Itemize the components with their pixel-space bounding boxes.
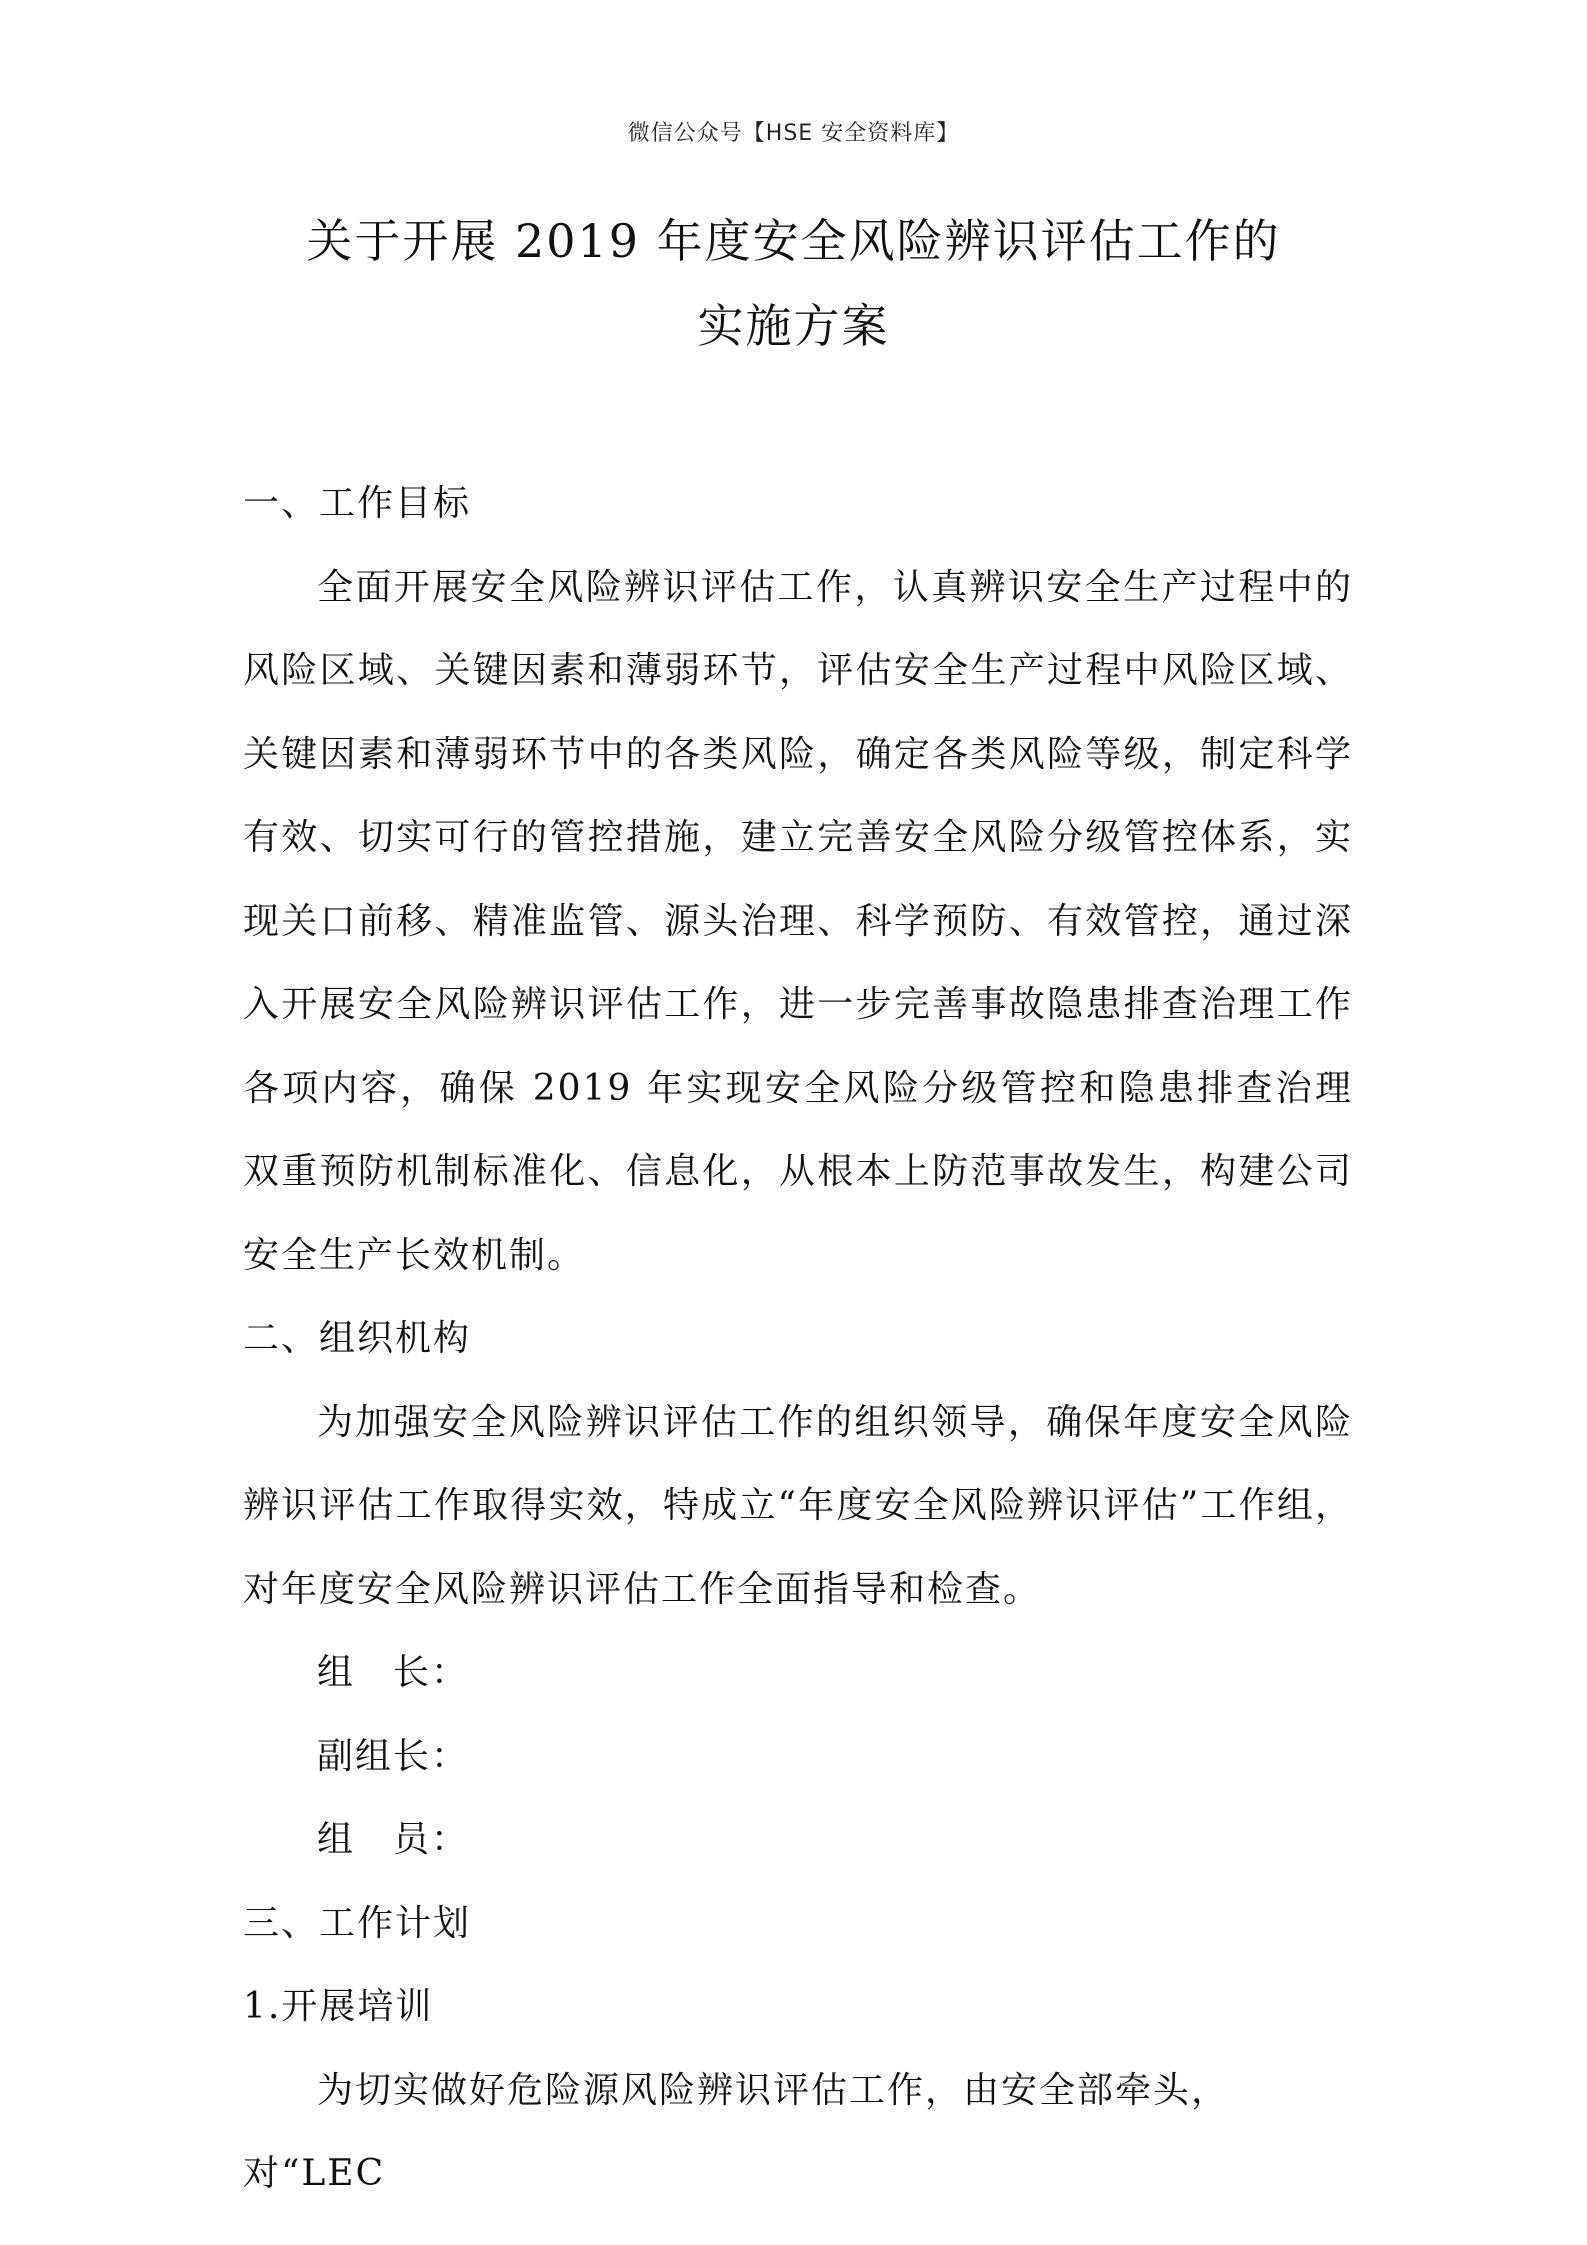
section-2-paragraph: 为加强安全风险辨识评估工作的组织领导，确保年度安全风险辨识评估工作取得实效，特成立“年度安全风险辨识评估”工作组，对年度安全风险辨识评估工作全面指导和检查。 xyxy=(243,1401,1353,1610)
section-2-heading: 二、组织机构 xyxy=(243,1318,472,1359)
role-group-leader: 组 长： xyxy=(317,1652,470,1693)
section-1-heading: 一、工作目标 xyxy=(243,483,472,524)
document-body xyxy=(243,462,1353,2216)
document-title-line-2: 实施方案 xyxy=(697,299,890,353)
wechat-source-note: 微信公众号【HSE 安全资料库】 xyxy=(627,121,960,146)
role-member: 组 员： xyxy=(317,1819,470,1860)
section-3-training-paragraph: 为切实做好危险源风险辨识评估工作，由安全部牵头，对“LEC xyxy=(243,2069,1230,2194)
document-title-line-1: 关于开展 2019 年度安全风险辨识评估工作的 xyxy=(306,214,1281,268)
role-deputy-leader: 副组长： xyxy=(317,1735,470,1777)
section-3-subheading-training: 1.开展培训 xyxy=(243,1986,434,2027)
section-1-paragraph: 全面开展安全风险辨识评估工作，认真辨识安全生产过程中的风险区域、关键因素和薄弱环节，评估安全生产过程中风险区域、关键因素和薄弱环节中的各类风险，确定各类风险等级，制定科学有效、切实可行的管控措施，建立完善安全风险分级管控体系，实现关口前移、精准监管、源头治理、科学预防、有效管控，通过深入开展安全风险辨识评估工作，进一步完善事故隐患排查治理工作各项内容，确保 2019 年实现安全风险分级管控和隐患排查治理双重预防机制标准化、信息化，从根本上防范事故发生，构建公司安全生产长效机制。 xyxy=(243,566,1353,1276)
section-3-heading: 三、工作计划 xyxy=(243,1902,472,1944)
